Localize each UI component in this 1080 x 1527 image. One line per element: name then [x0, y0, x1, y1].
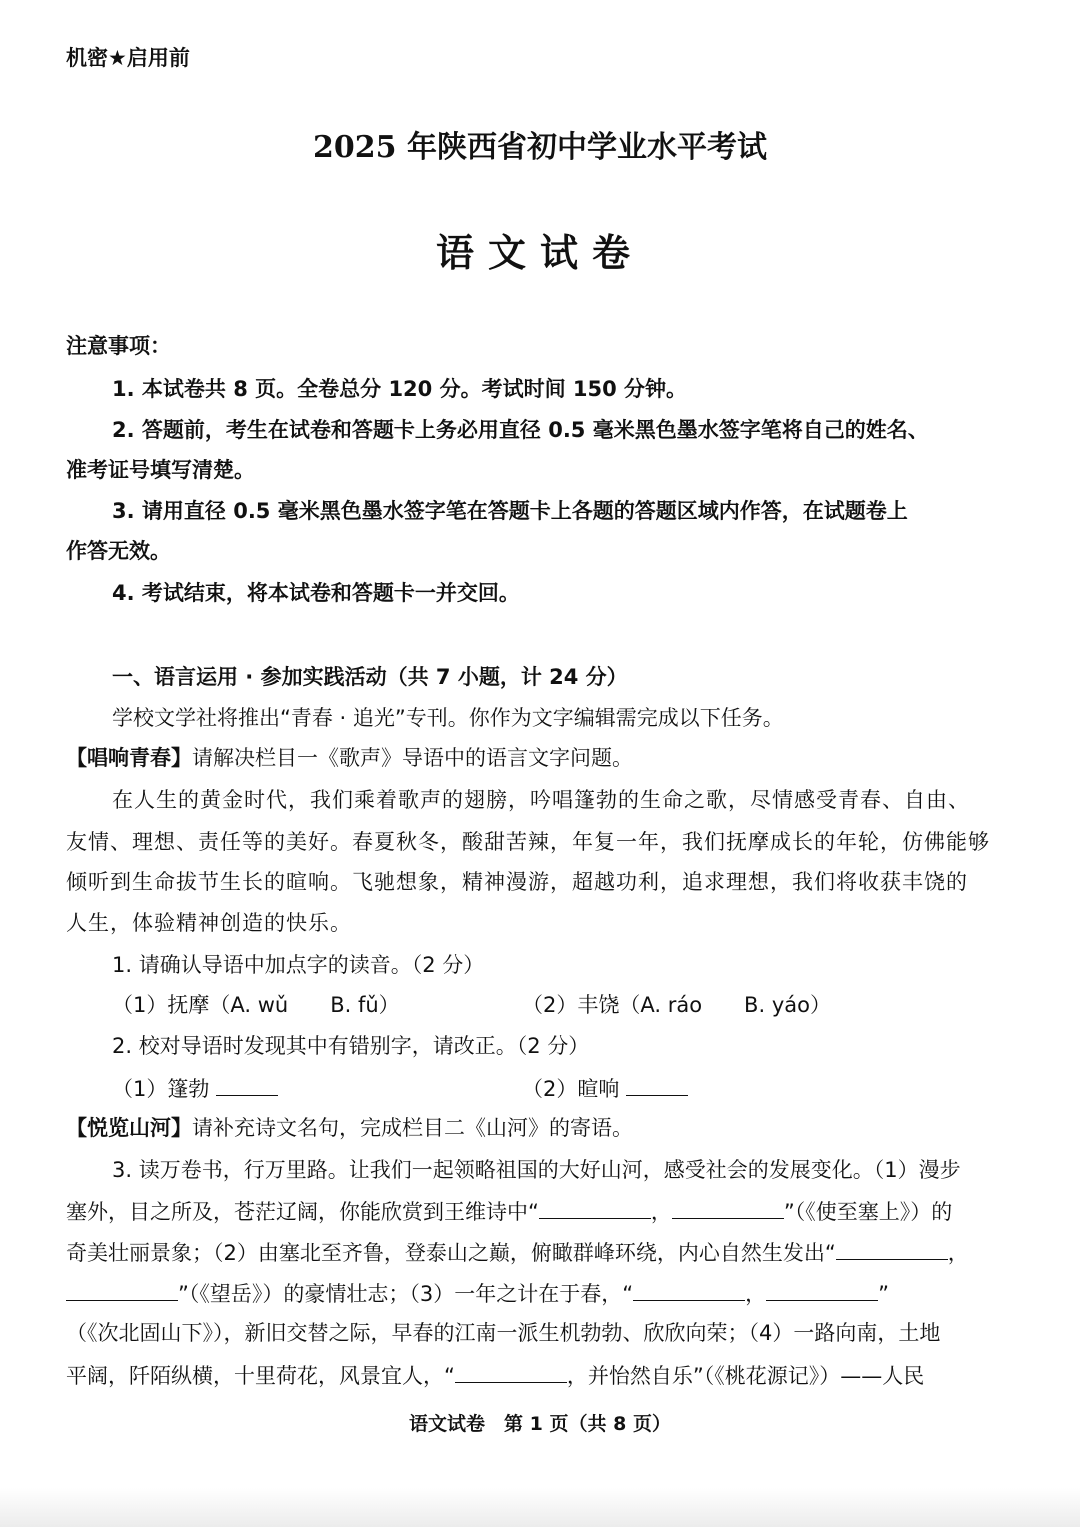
q3-comma: ，	[745, 1282, 767, 1306]
q3-text: ”（《望岳》）的豪情壮志；（3）一年之计在于春，“	[178, 1282, 634, 1306]
answer-blank[interactable]	[66, 1282, 178, 1301]
question-2-item-1	[112, 1077, 278, 1100]
passage-line-3: 倾听到生命拔节生长的暄响。飞驰想象，精神漫游，超越功利，追求理想，我们将收获丰饶的	[66, 870, 968, 894]
section-1-heading: 一、语言运用 · 参加实践活动（共 7 小题，计 24 分）	[112, 665, 628, 689]
part-2-text: 请补充诗文名句，完成栏目二《山河》的寄语。	[192, 1116, 633, 1140]
part-1-text: 请解决栏目一《歌声》导语中的语言文字问题。	[192, 746, 633, 770]
confidential-label: 机密★启用前	[66, 46, 190, 70]
question-3-line-4: ”（《望岳》）的豪情壮志；（3）一年之计在于春，“ ， ”	[66, 1282, 889, 1305]
question-3-line-2	[66, 1200, 952, 1223]
part-2-label: 【悦览山河】	[66, 1116, 192, 1140]
question-1-option-1: （1）抚摩（A. wǔ B. fǔ）	[112, 993, 400, 1017]
page-footer: 语文试卷 第 1 页（共 8 页）	[409, 1413, 671, 1435]
notes-item-2-line-1: 2. 答题前，考生在试卷和答题卡上务必用直径 0.5 毫米黑色墨水签字笔将自己的姓名、	[112, 418, 929, 442]
question-3-line-3	[66, 1241, 969, 1264]
q3-text: 奇美壮丽景象；（2）由塞北至齐鲁，登泰山之巅，俯瞰群峰环绕，内心自然生发出“	[66, 1241, 836, 1265]
passage-line-4: 人生，体验精神创造的快乐。	[66, 911, 352, 935]
notes-item-3-line-2: 作答无效。	[66, 539, 171, 563]
notes-item-2-line-2: 准考证号填写清楚。	[66, 458, 255, 482]
notes-item-3-line-1: 3. 请用直径 0.5 毫米黑色墨水签字笔在答题卡上各题的答题区域内作答，在试题卷上	[112, 499, 908, 523]
question-1: 1. 请确认导语中加点字的读音。（2 分）	[112, 953, 485, 977]
question-3-line-5: （《次北固山下》），新旧交替之际，早春的江南一派生机勃勃、欣欣向荣；（4）一路向南，土地	[66, 1321, 941, 1345]
question-3-line-6	[66, 1364, 924, 1387]
q3-comma: ，	[947, 1241, 969, 1265]
scan-edge-shadow	[0, 1488, 1080, 1527]
question-2-item-2-label: （2）暄响	[522, 1077, 620, 1101]
question-2: 2. 校对导语时发现其中有错别字，请改正。（2 分）	[112, 1034, 590, 1058]
notes-heading: 注意事项：	[66, 334, 171, 358]
q3-text: 塞外，目之所及，苍茫辽阔，你能欣赏到王维诗中“	[66, 1200, 539, 1224]
q3-comma: ，	[650, 1200, 672, 1224]
paper-title: 语文试卷	[435, 230, 644, 275]
answer-blank[interactable]	[836, 1241, 948, 1260]
answer-blank[interactable]	[633, 1282, 745, 1301]
answer-blank[interactable]	[766, 1282, 878, 1301]
notes-item-4: 4. 考试结束，将本试卷和答题卡一并交回。	[112, 581, 520, 605]
q3-text: 的	[931, 1200, 953, 1224]
answer-blank[interactable]	[672, 1200, 784, 1219]
q3-text: ，并怡然自乐”（《桃花源记》）——人民	[566, 1364, 925, 1388]
question-2-item-1-label: （1）篷勃	[112, 1077, 210, 1101]
question-2-item-2	[522, 1077, 688, 1100]
part-1-line	[66, 748, 633, 769]
passage-line-2: 友情、理想、责任等的美好。春夏秋冬，酸甜苦辣，年复一年，我们抚摩成长的年轮，仿佛能够	[66, 830, 990, 854]
question-3-line-1: 3. 读万卷书，行万里路。让我们一起领略祖国的大好山河，感受社会的发展变化。（1）漫步	[112, 1158, 961, 1182]
exam-title: 2025 年陕西省初中学业水平考试	[313, 130, 767, 165]
section-1-intro: 学校文学社将推出“青春 · 追光”专刊。你作为文字编辑需完成以下任务。	[112, 706, 784, 730]
notes-item-1: 1. 本试卷共 8 页。全卷总分 120 分。考试时间 150 分钟。	[112, 377, 688, 401]
passage-line-1: 在人生的黄金时代，我们乘着歌声的翅膀，吟唱篷勃的生命之歌，尽情感受青春、自由、	[112, 788, 970, 812]
q3-source: ”（《使至塞上》）	[783, 1200, 932, 1224]
answer-blank[interactable]	[539, 1200, 651, 1219]
answer-blank[interactable]	[216, 1077, 278, 1096]
answer-blank[interactable]	[455, 1364, 567, 1383]
part-2-line	[66, 1118, 633, 1139]
answer-blank[interactable]	[626, 1077, 688, 1096]
question-1-option-2: （2）丰饶（A. ráo B. yáo）	[522, 993, 831, 1017]
part-1-label: 【唱响青春】	[66, 746, 192, 770]
q3-text: 平阔，阡陌纵横，十里荷花，风景宜人，“	[66, 1364, 455, 1388]
